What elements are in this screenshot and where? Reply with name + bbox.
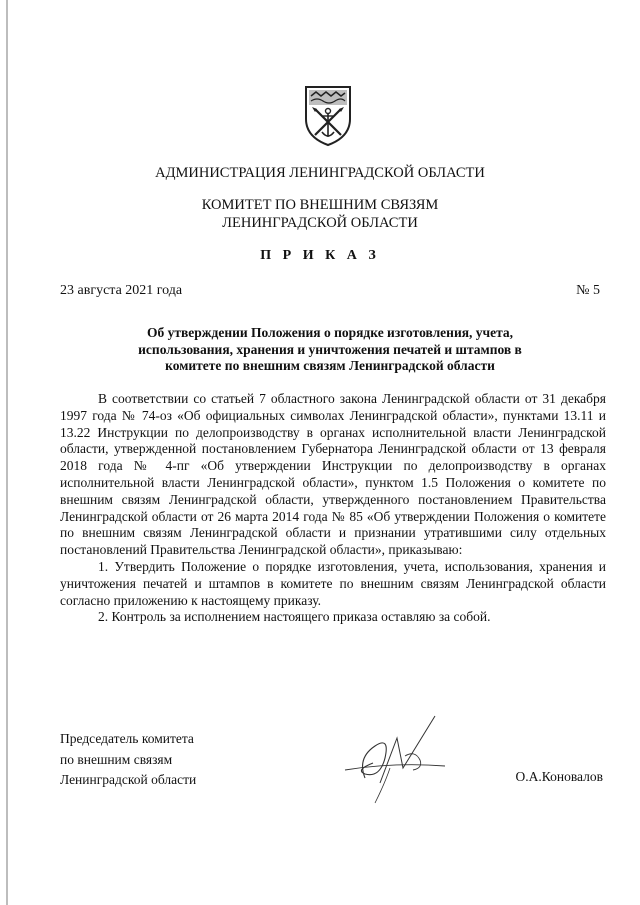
- order-item-1: 1. Утвердить Положение о порядке изготовления, учета, использования, хранения и уничтожения печатей и штампов в комитете по внешним связям Ленинградской области согласно приложению к настоящему приказу.: [60, 558, 606, 608]
- committee-name: [0, 196, 640, 232]
- signer-position: [60, 729, 196, 791]
- document-subject: [110, 325, 550, 375]
- signer-name: О.А.Коновалов: [515, 769, 603, 784]
- committee-line-2: ЛЕНИНГРАДСКОЙ ОБЛАСТИ: [222, 215, 418, 231]
- subject-line-2: использования, хранения и уничтожения печатей и штампов в: [138, 341, 522, 357]
- order-item-2: 2. Контроль за исполнением настоящего приказа оставляю за собой.: [98, 609, 491, 625]
- subject-line-3: комитете по внешним связям Ленинградской области: [165, 358, 495, 373]
- position-line-3: Ленинградской области: [60, 772, 197, 787]
- coat-of-arms-icon: [303, 85, 353, 147]
- handwritten-signature-icon: [335, 708, 450, 808]
- organization-name: АДМИНИСТРАЦИЯ ЛЕНИНГРАДСКОЙ ОБЛАСТИ: [155, 165, 485, 181]
- position-line-1: Председатель комитета: [60, 731, 194, 746]
- committee-line-1: КОМИТЕТ ПО ВНЕШНИМ СВЯЗЯМ: [201, 197, 439, 213]
- document-number: № 5: [576, 283, 600, 298]
- document-body: [60, 391, 606, 626]
- document-date: 23 августа 2021 года: [60, 283, 183, 298]
- preamble-paragraph: В соответствии со статьей 7 областного закона Ленинградской области от 31 декабря 1997 года № 74-оз «Об официальных символах Ленинградской области», пунктами 13.11 и 13.22 Инструкции по делопроизводству в органах исполнительной власти Ленинградской области, утвержденной постановлением Губернатора Ленинградской области от 13 февраля 2018 года № 4-пг «Об утверждении Инструкции по делопроизводству в органах исполнительной власти Ленинградской области», пунктом 1.5 Положения о комитете по внешним связям Ленинградской области, утвержденного постановлением Правительства Ленинградской области от 26 марта 2014 года № 85 «Об утверждении Положения о комитете по внешним связям Ленинградской области и признании утратившими силу отдельных постановлений Правительства Ленинградской области», приказываю:: [60, 391, 606, 558]
- document-type: П Р И К А З: [260, 248, 380, 263]
- scan-edge: [6, 0, 8, 905]
- position-line-2: по внешним связям: [60, 751, 173, 767]
- subject-line-1: Об утверждении Положения о порядке изготовления, учета,: [146, 325, 514, 340]
